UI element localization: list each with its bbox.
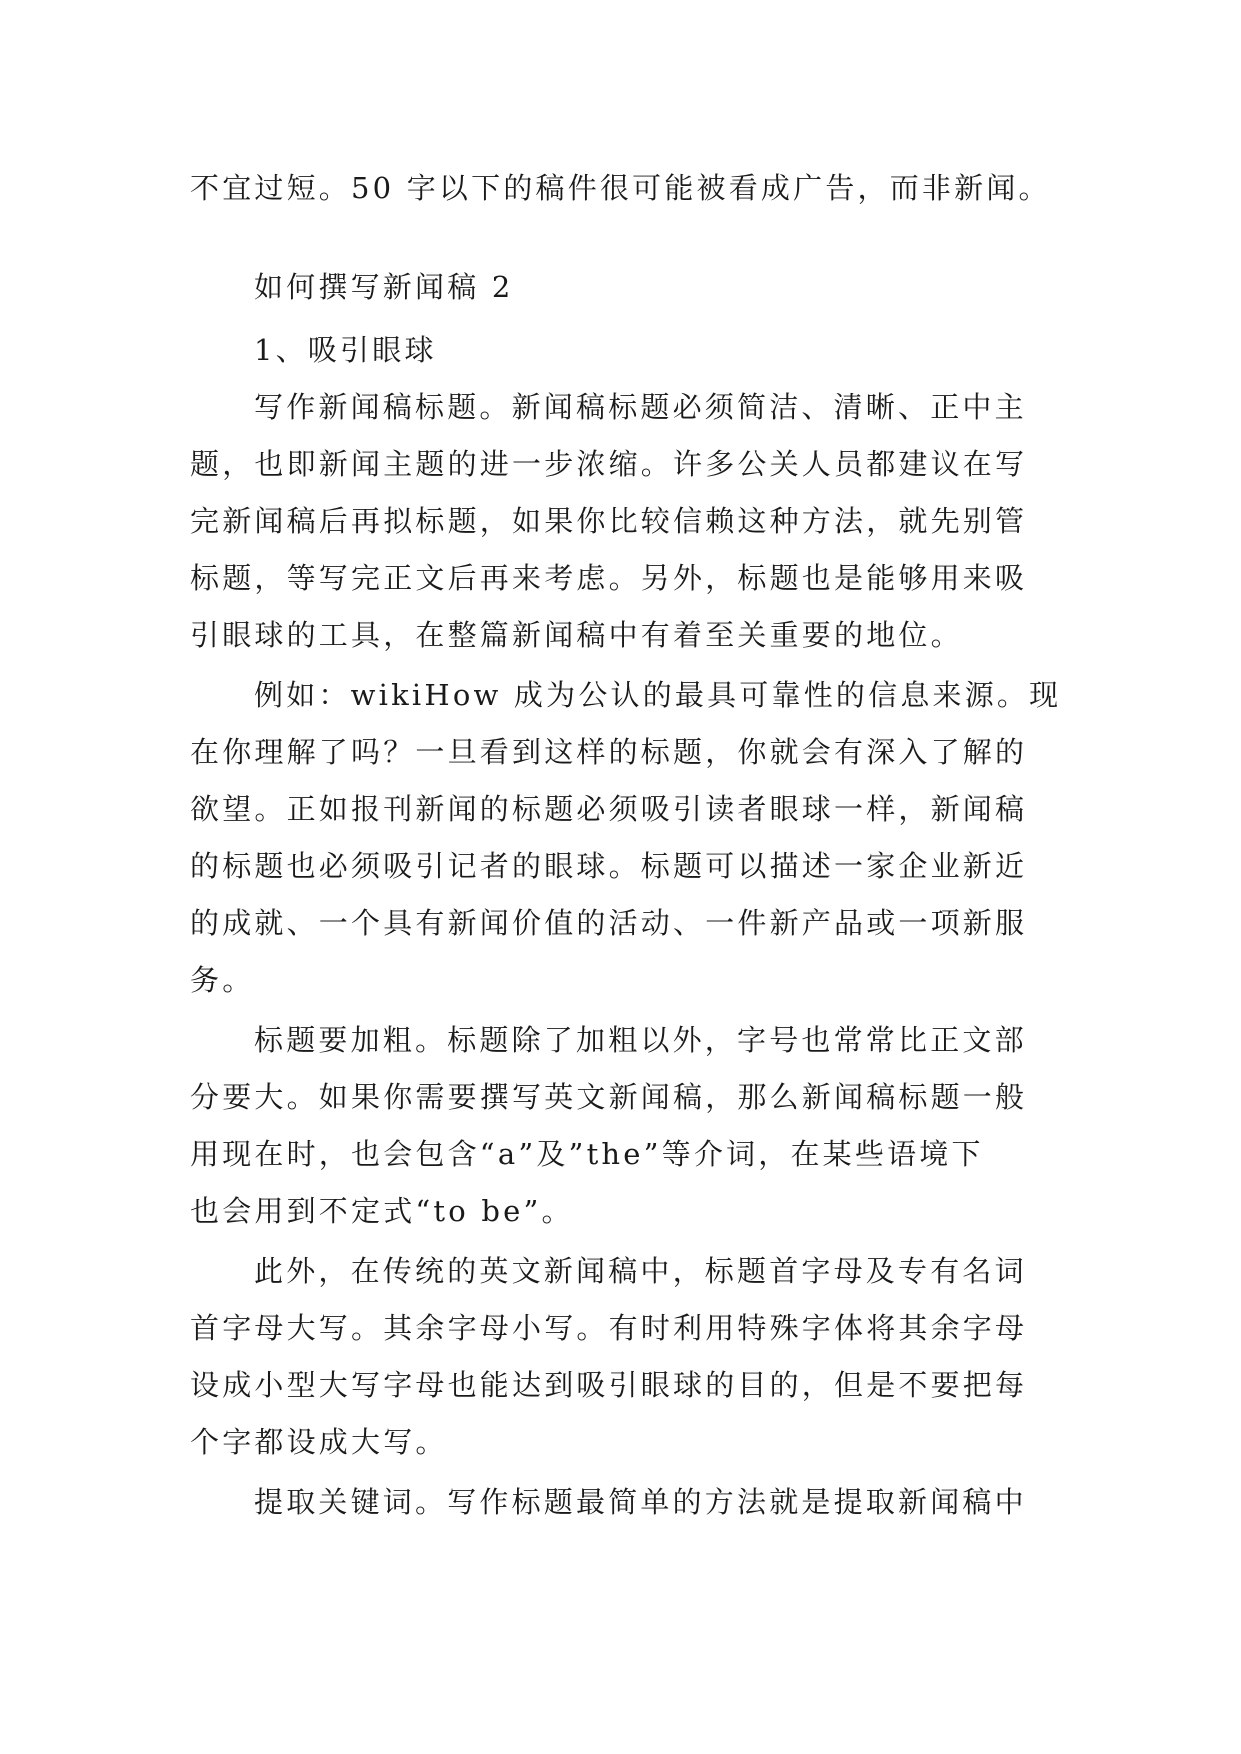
paragraph-line: 在你理解了吗？一旦看到这样的标题，你就会有深入了解的 xyxy=(190,735,1028,769)
paragraph-bold-title xyxy=(190,1012,1058,1240)
section-heading: 如何撰写新闻稿 2 xyxy=(254,270,514,304)
paragraph-line: 的成就、一个具有新闻价值的活动、一件新产品或一项新服 xyxy=(190,906,1028,940)
paragraph-line: 首字母大写。其余字母小写。有时利用特殊字体将其余字母 xyxy=(190,1311,1028,1345)
paragraph-line: 标题要加粗。标题除了加粗以外，字号也常常比正文部 xyxy=(254,1023,1027,1057)
paragraph-title-writing xyxy=(190,379,1058,664)
paragraph-line: 完新闻稿后再拟标题，如果你比较信赖这种方法，就先别管 xyxy=(190,504,1028,538)
paragraph-line: 个字都设成大写。 xyxy=(190,1425,448,1459)
paragraph-example xyxy=(190,667,1062,1009)
paragraph-line: 欲望。正如报刊新闻的标题必须吸引读者眼球一样，新闻稿 xyxy=(190,792,1028,826)
paragraph-line: 例如：wikiHow 成为公认的最具可靠性的信息来源。现 xyxy=(254,678,1062,712)
paragraph-line: 标题，等写完正文后再来考虑。另外，标题也是能够用来吸 xyxy=(190,561,1028,595)
paragraph-line: 的标题也必须吸引记者的眼球。标题可以描述一家企业新近 xyxy=(190,849,1028,883)
paragraph-capitalization xyxy=(190,1243,1058,1471)
subsection-heading: 1、吸引眼球 xyxy=(254,333,437,367)
paragraph-line: 题，也即新闻主题的进一步浓缩。许多公关人员都建议在写 xyxy=(190,447,1028,481)
document-body xyxy=(190,160,1062,1531)
paragraph-line: 设成小型大写字母也能达到吸引眼球的目的，但是不要把每 xyxy=(190,1368,1028,1402)
paragraph-line: 务。 xyxy=(190,963,255,997)
paragraph-line: 也会用到不定式“to be”。 xyxy=(190,1194,574,1228)
paragraph-keywords xyxy=(190,1474,1058,1531)
paragraph-line: 此外，在传统的英文新闻稿中，标题首字母及专有名词 xyxy=(254,1254,1027,1288)
paragraph-line: 提取关键词。写作标题最简单的方法就是提取新闻稿中 xyxy=(254,1485,1027,1519)
paragraph-line: 写作新闻稿标题。新闻稿标题必须简洁、清晰、正中主 xyxy=(254,390,1027,424)
paragraph-line: 用现在时，也会包含“a”及”the”等介词，在某些语境下 xyxy=(190,1137,984,1171)
intro-tail-line: 不宜过短。50 字以下的稿件很可能被看成广告，而非新闻。 xyxy=(190,171,1051,205)
paragraph-line: 引眼球的工具，在整篇新闻稿中有着至关重要的地位。 xyxy=(190,618,963,652)
paragraph-line: 分要大。如果你需要撰写英文新闻稿，那么新闻稿标题一般 xyxy=(190,1080,1028,1114)
